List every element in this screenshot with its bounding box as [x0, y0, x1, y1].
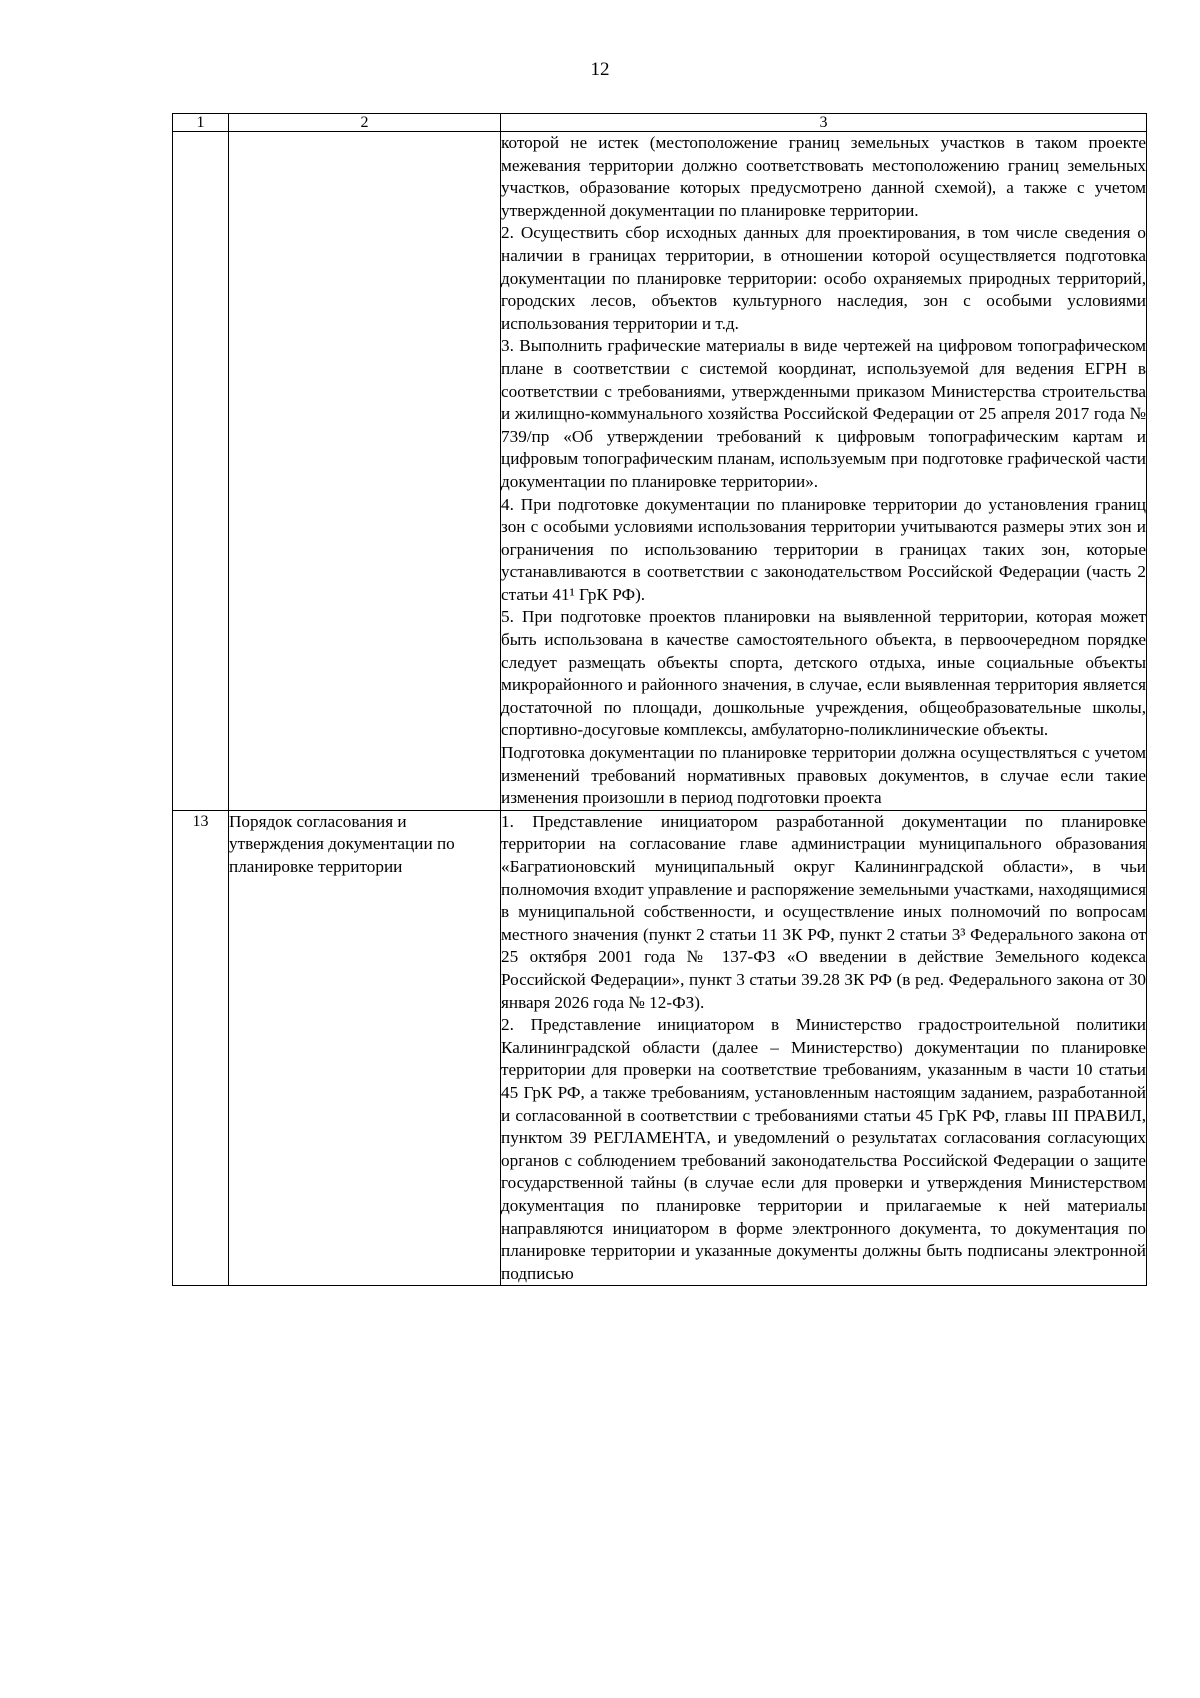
paragraph: 5. При подготовке проектов планировки на выявленной территории, которая может быть использована в качестве самостоятельного объекта, в первоочередном порядке следует размещать объекты спорта, детского отдыха, иные социальные объекты микрорайонного и районного значения, в случае, если выявленная территория является достаточной по площади, дошкольные учреждения, общеобразовательные школы, спортивно-досуговые комплексы, амбулаторно-поликлинические объекты. [501, 607, 1146, 740]
row-name-cell [229, 132, 501, 811]
row-number-cell: 13 [173, 810, 229, 1285]
paragraph: 4. При подготовке документации по планировке территории до установления границ зон с особыми условиями использования территории учитываются размеры этих зон и ограничения по использованию территории в границах таких зон, которые устанавливаются в соответствии с законодательством Российской Федерации (часть 2 статьи 41¹ ГрК РФ). [501, 494, 1146, 604]
paragraph: 2. Осуществить сбор исходных данных для проектирования, в том числе сведения о наличии в границах территории, в отношении которой осуществляется подготовка документации по планировке территории: особо охраняемых природных территорий, городских лесов, объектов культурного наследия, зон с особыми условиями использования территории и т.д. [501, 223, 1146, 333]
paragraph: 3. Выполнить графические материалы в виде чертежей на цифровом топографическом плане в соответствии с системой координат, используемой для ведения ЕГРН в соответствии с требованиями, утвержденными приказом Министерства строительства и жилищно-коммунального хозяйства Российской Федерации от 25 апреля 2017 года № 739/пр «Об утверждении требований к цифровым топографическим картам и цифровым топографическим планам, используемым при подготовке графической части документации по планировке территории». [501, 336, 1146, 491]
row-content-cell [501, 132, 1147, 811]
table-row-continuation [173, 132, 1147, 811]
paragraph: 1. Представление инициатором разработанной документации по планировке территории на согласование главе администрации муниципального образования «Багратионовский муниципальный округ Калининградской области», в чьи полномочия входит управление и распоряжение земельными участками, находящимися в муниципальной собственности, и осуществление иных полномочий по вопросам местного значения (пункт 2 статьи 11 ЗК РФ, пункт 2 статьи 3³ Федерального закона от 25 октября 2001 года № 137-ФЗ «О введении в действие Земельного кодекса Российской Федерации», пункт 3 статьи 39.28 ЗК РФ (в ред. Федерального закона от 30 января 2026 года № 12-ФЗ). [501, 811, 1146, 1012]
row-content-cell [501, 810, 1147, 1285]
column-header-1: 1 [173, 114, 229, 132]
table-row-13 [173, 810, 1147, 1285]
task-table [172, 113, 1147, 1286]
table-header-row [173, 114, 1147, 132]
paragraph: Подготовка документации по планировке территории должна осуществляться с учетом изменений требований нормативных правовых документов, в случае если такие изменения произошли в период подготовки проекта [501, 743, 1146, 808]
column-header-2: 2 [229, 114, 501, 132]
row-name-cell: Порядок согласования и утверждения документации по планировке территории [229, 810, 501, 1285]
page-number: 12 [590, 59, 610, 80]
row-number-cell [173, 132, 229, 811]
paragraph: которой не истек (местоположение границ земельных участков в таком проекте межевания территории должно соответствовать местоположению границ земельных участков, образование которых предусмотрено данной схемой), а также с учетом утвержденной документации по планировке территории. [501, 133, 1146, 220]
column-header-3: 3 [501, 114, 1147, 132]
paragraph: 2. Представление инициатором в Министерство градостроительной политики Калининградской области (далее – Министерство) документации по планировке территории для проверки на соответствие требованиям, указанным в части 10 статьи 45 ГрК РФ, а также требованиям, установленным настоящим заданием, разработанной и согласованной в соответствии с требованиями статьи 45 ГрК РФ, главы III ПРАВИЛ, пунктом 39 РЕГЛАМЕНТА, и уведомлений о результатах согласования согласующих органов с соблюдением требований законодательства Российской Федерации о защите государственной тайны (в случае если для проверки и утверждения Министерством документация по планировке территории и прилагаемые к ней материалы направляются инициатором в форме электронного документа, то документация по планировке территории и указанные документы должны быть подписаны электронной подписью [501, 1015, 1146, 1283]
